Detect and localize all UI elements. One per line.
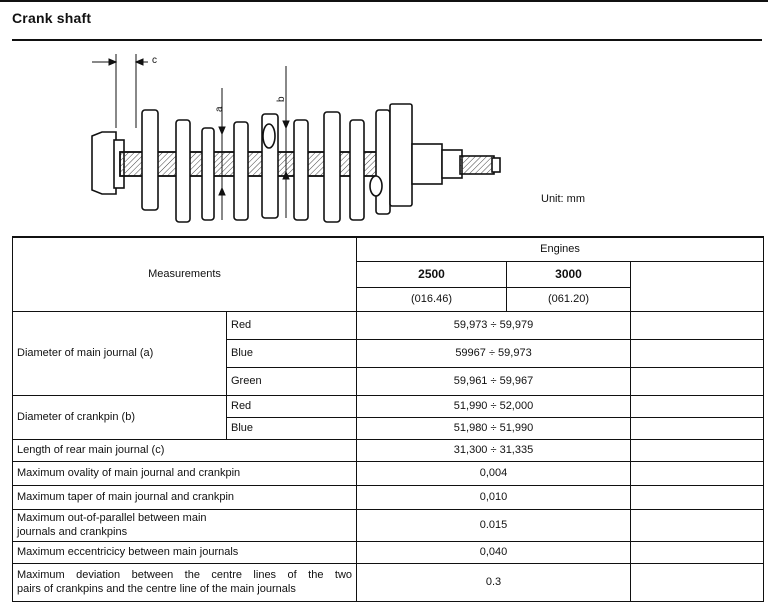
empty-cell <box>631 509 764 541</box>
grade-label: Green <box>227 367 357 395</box>
splined-end <box>460 156 494 174</box>
spec-value: 59,973 ÷ 59,979 <box>357 311 631 339</box>
spec-value: 51,980 ÷ 51,990 <box>357 417 631 439</box>
ovality-label: Maximum ovality of main journal and crankpin <box>13 461 357 485</box>
deviation-label <box>13 563 357 601</box>
empty-cell <box>631 439 764 461</box>
deviation-label-line2: pairs of crankpins and the centre line of the main journals <box>17 583 296 595</box>
web <box>294 120 308 220</box>
unit-label: Unit: mm <box>541 193 585 205</box>
spec-value: 59,961 ÷ 59,967 <box>357 367 631 395</box>
rear-stub <box>442 150 462 178</box>
empty-cell <box>631 461 764 485</box>
web <box>176 120 190 222</box>
spec-value: 0,010 <box>357 485 631 509</box>
spec-value: 0,004 <box>357 461 631 485</box>
rear-journal-label: Length of rear main journal (c) <box>13 439 357 461</box>
web <box>234 122 248 220</box>
parallel-label: Maximum out-of-parallel between main journals and crankpins <box>13 509 357 541</box>
web <box>376 110 390 214</box>
top-rule <box>0 0 768 2</box>
empty-cell <box>631 339 764 367</box>
engines-header: Engines <box>357 237 764 261</box>
empty-cell <box>631 541 764 563</box>
crankshaft-diagram <box>80 48 520 226</box>
web <box>202 128 214 220</box>
empty-cell <box>631 261 764 311</box>
web <box>350 120 364 220</box>
front-flange <box>92 132 116 194</box>
spec-value: 31,300 ÷ 31,335 <box>357 439 631 461</box>
taper-label: Maximum taper of main journal and crankpin <box>13 485 357 509</box>
measurements-header: Measurements <box>13 237 357 311</box>
grade-label: Red <box>227 311 357 339</box>
page-title: Crank shaft <box>12 10 92 26</box>
spec-value: 59967 ÷ 59,973 <box>357 339 631 367</box>
empty-cell <box>631 395 764 417</box>
main-journal-label: Diameter of main journal (a) <box>13 311 227 395</box>
spec-value: 51,990 ÷ 52,000 <box>357 395 631 417</box>
engine-code: (016.46) <box>357 287 507 311</box>
spec-value: 0.3 <box>357 563 631 601</box>
crankshaft-spec-table <box>12 236 764 602</box>
engine-code: (061.20) <box>507 287 631 311</box>
empty-cell <box>631 417 764 439</box>
deviation-label-line1: Maximum deviation between the centre lines of the two <box>17 569 353 581</box>
label-a: a <box>214 106 225 112</box>
eccentricity-label: Maximum eccentricicy between main journals <box>13 541 357 563</box>
spec-value: 0.015 <box>357 509 631 541</box>
empty-cell <box>631 367 764 395</box>
engine-name: 2500 <box>357 261 507 287</box>
grade-label: Blue <box>227 339 357 367</box>
grade-label: Blue <box>227 417 357 439</box>
rear-journal <box>412 144 442 184</box>
web <box>142 110 158 210</box>
label-c: c <box>152 55 157 66</box>
empty-cell <box>631 311 764 339</box>
empty-cell <box>631 485 764 509</box>
crankpin-label: Diameter of crankpin (b) <box>13 395 227 439</box>
rear-flange <box>390 104 412 206</box>
label-b: b <box>276 96 287 102</box>
title-rule <box>12 39 762 41</box>
web <box>324 112 340 222</box>
empty-cell <box>631 563 764 601</box>
grade-label: Red <box>227 395 357 417</box>
spec-value: 0,040 <box>357 541 631 563</box>
engine-name: 3000 <box>507 261 631 287</box>
